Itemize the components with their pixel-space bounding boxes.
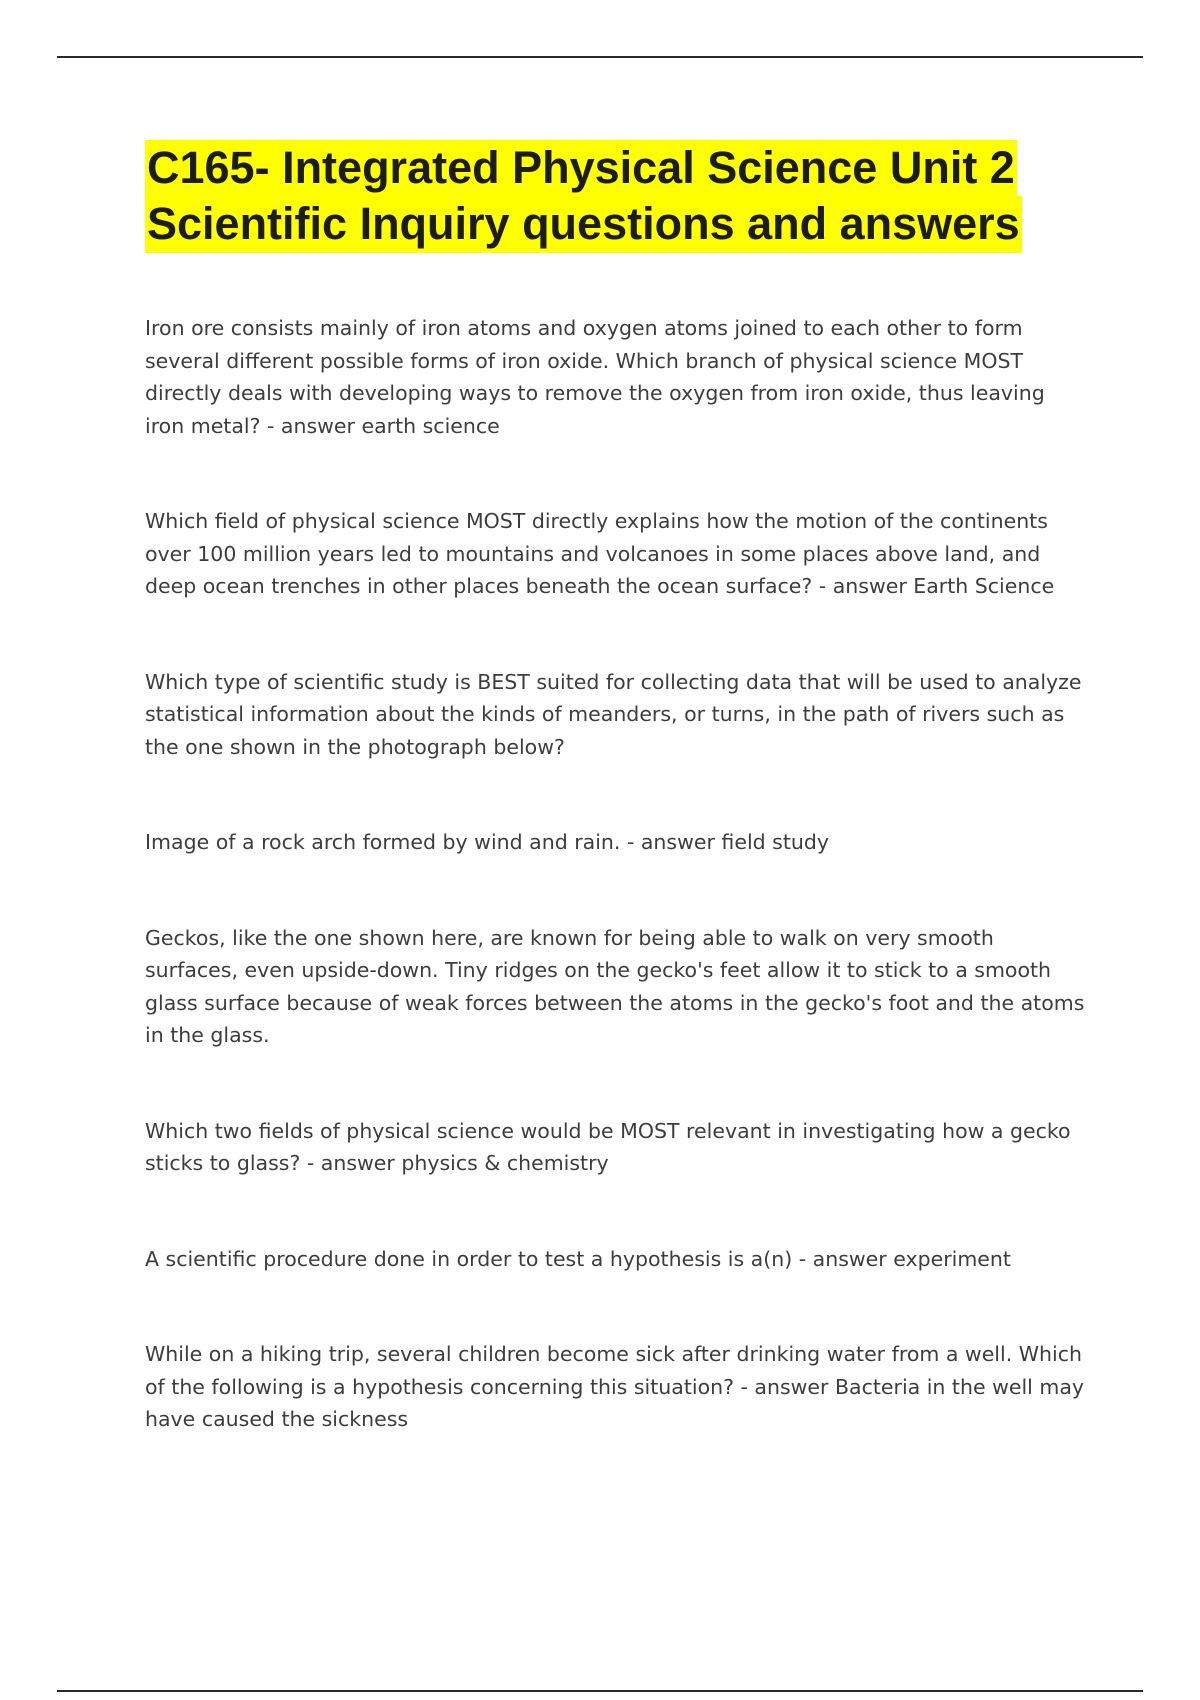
- qa-list: [145, 312, 1090, 1436]
- page-content: [145, 140, 1090, 1436]
- qa-entry: Which field of physical science MOST directly explains how the motion of the continents over 100 million years led to mountains and volcanoes in some places above land, and deep ocean trenches in other places beneath the ocean surface? - answer Earth Science: [145, 509, 1055, 598]
- title-line-1: C165- Integrated Physical Science Unit 2: [145, 140, 1017, 197]
- qa-entry: Geckos, like the one shown here, are known for being able to walk on very smooth surfaces, even upside-down. Tiny ridges on the gecko's feet allow it to stick to a smooth glass surface because of weak forces between the atoms in the gecko's foot and the atoms in the glass.: [145, 925, 1085, 1047]
- document-title: [145, 140, 1090, 252]
- qa-entry: Which two fields of physical science would be MOST relevant in investigating how a gecko sticks to glass? - answer physics & chemistry: [145, 1118, 1071, 1175]
- qa-entry: While on a hiking trip, several children become sick after drinking water from a well. Which of the following is a hypothesis concerning this situation? - answer Bacteria in the well may have caused the sickness: [145, 1342, 1085, 1431]
- qa-entry: Which type of scientific study is BEST suited for collecting data that will be used to analyze statistical information about the kinds of meanders, or turns, in the path of rivers such as the one shown in the photograph below?: [145, 669, 1082, 759]
- qa-entry: Image of a rock arch formed by wind and rain. - answer field study: [145, 830, 830, 854]
- top-rule: [57, 56, 1143, 58]
- qa-entry: A scientific procedure done in order to test a hypothesis is a(n) - answer experiment: [145, 1246, 1011, 1271]
- bottom-rule: [57, 1690, 1143, 1692]
- title-line-2: Scientific Inquiry questions and answers: [145, 196, 1022, 253]
- qa-entry: Iron ore consists mainly of iron atoms and oxygen atoms joined to each other to form several different possible forms of iron oxide. Which branch of physical science MOST directly deals with developing ways to remove the oxygen from iron oxide, thus leaving iron metal? - answer earth science: [145, 316, 1045, 438]
